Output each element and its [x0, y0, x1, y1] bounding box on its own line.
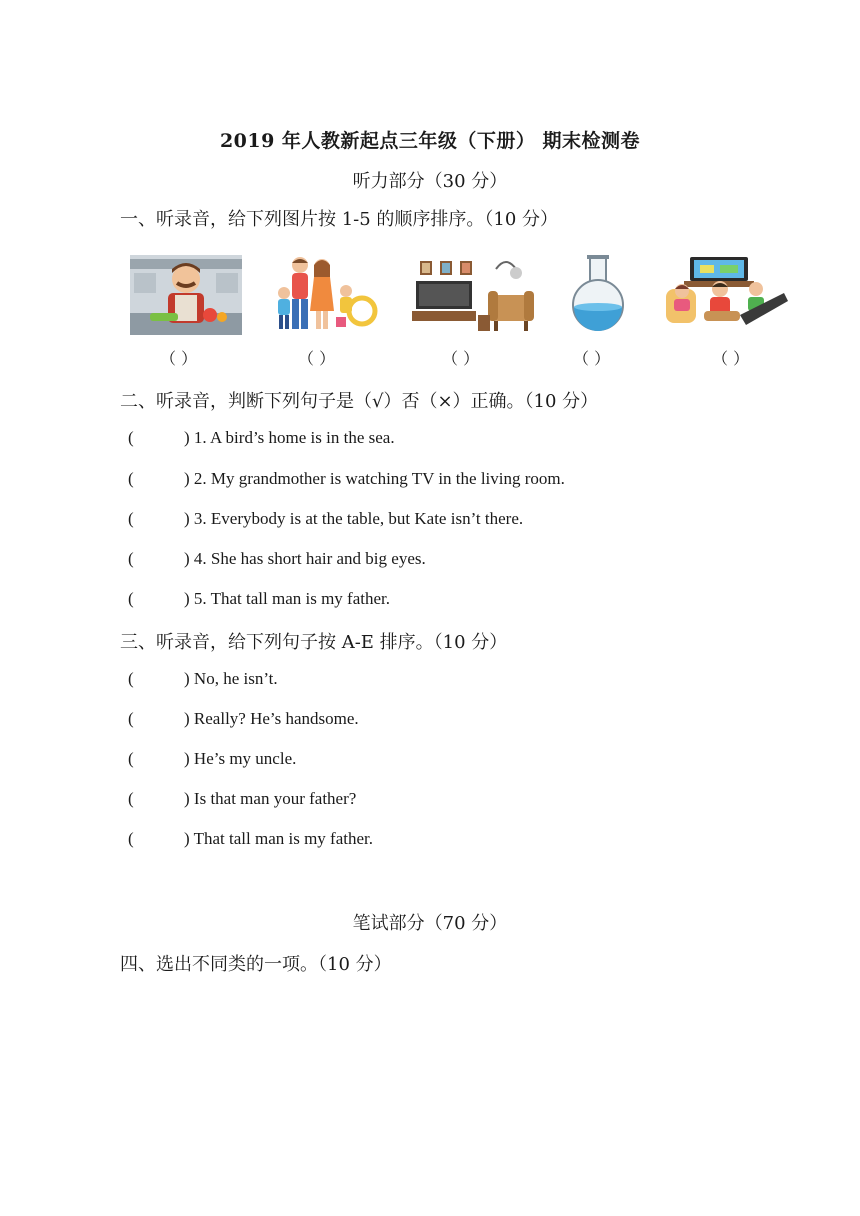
answer-blank[interactable]: ( — [128, 509, 134, 528]
picture-blank-1[interactable]: （ ） — [160, 349, 198, 368]
family-picture — [270, 255, 382, 335]
part4-heading: 四、选出不同类的一项。（10 分） — [120, 954, 392, 975]
answer-blank[interactable]: ( — [128, 428, 134, 447]
picture-row — [130, 255, 800, 335]
answer-blank[interactable]: ( — [128, 469, 134, 488]
part3-item-1: ( ) No, he isn’t. — [128, 669, 278, 688]
flask-picture — [568, 255, 628, 335]
family-watching-tv-picture — [664, 255, 790, 335]
answer-blank[interactable]: ( — [128, 789, 134, 808]
part3-heading: 三、听录音，给下列句子按 A-E 排序。（10 分） — [120, 632, 508, 653]
picture-blanks — [0, 346, 860, 370]
answer-blank[interactable]: ( — [128, 669, 134, 688]
answer-blank[interactable]: ( — [128, 589, 134, 608]
part2-item-5: ( ) 5. That tall man is my father. — [128, 589, 391, 608]
part3-item-4: ( ) Is that man your father? — [128, 789, 357, 808]
chef-cooking-picture — [130, 255, 242, 335]
living-room-picture — [412, 255, 536, 335]
picture-blank-3[interactable]: （ ） — [442, 349, 480, 368]
part3-item-5: ( ) That tall man is my father. — [128, 829, 374, 848]
part2-item-2: ( ) 2. My grandmother is watching TV in the living room. — [128, 469, 565, 488]
part2-item-1: ( ) 1. A bird’s home is in the sea. — [128, 428, 395, 447]
exam-title: 2019 年人教新起点三年级（下册） 期末检测卷 — [219, 130, 641, 152]
part2-item-4: ( ) 4. She has short hair and big eyes. — [128, 549, 426, 568]
listening-section-header: 听力部分（30 分） — [352, 171, 508, 192]
part2-item-3: ( ) 3. Everybody is at the table, but Kate isn’t there. — [128, 509, 524, 528]
part1-heading: 一、听录音，给下列图片按 1-5 的顺序排序。（10 分） — [120, 209, 559, 230]
answer-blank[interactable]: ( — [128, 829, 134, 848]
part3-item-3: ( ) He’s my uncle. — [128, 749, 297, 768]
answer-blank[interactable]: ( — [128, 549, 134, 568]
part3-item-2: ( ) Really? He’s handsome. — [128, 709, 359, 728]
picture-blank-5[interactable]: （ ） — [712, 349, 750, 368]
answer-blank[interactable]: ( — [128, 709, 134, 728]
picture-blank-4[interactable]: （ ） — [573, 349, 611, 368]
part2-heading: 二、听录音，判断下列句子是（√）否（×）正确。（10 分） — [120, 391, 599, 412]
picture-blank-2[interactable]: （ ） — [298, 349, 336, 368]
writing-section-header: 笔试部分（70 分） — [352, 913, 508, 934]
answer-blank[interactable]: ( — [128, 749, 134, 768]
